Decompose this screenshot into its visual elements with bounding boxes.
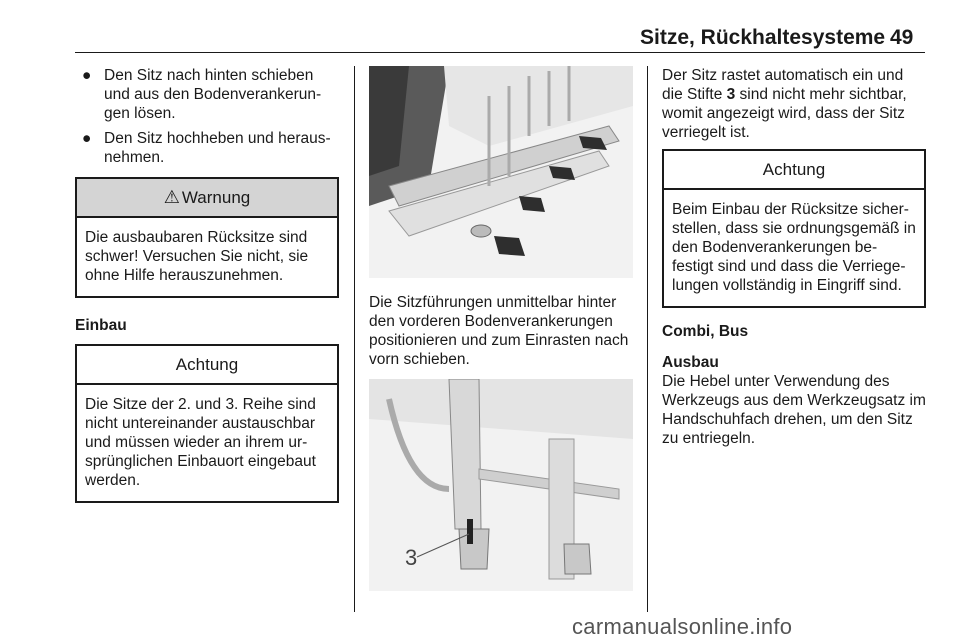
warning-box-header [77, 179, 337, 218]
column-right [662, 66, 926, 448]
callout-number: 3 [405, 545, 418, 570]
bullet-text: Den Sitz nach hinten schieben und aus den Bodenverankerun-gen lösen. [104, 67, 322, 122]
list-item [75, 66, 339, 123]
bullet-text: Den Sitz hochheben und heraus-nehmen. [104, 130, 331, 166]
caution-box [75, 344, 339, 503]
warning-box [75, 177, 339, 298]
warning-title: Warnung [181, 188, 251, 207]
caution-text-2: Beim Einbau der Rücksitze sicher-stellen, dass sie ordnungsgemäß in den Bodenverankerungen be-festigt sind und dass die Verriege-lungen vollständig in Eingriff sind. [672, 201, 916, 294]
lock-paragraph-text: Der Sitz rastet automatisch ein und die Stifte [662, 67, 904, 103]
instruction-paragraph: Die Sitzführungen unmittelbar hinter den vorderen Bodenverankerungen positionieren und zum Einrasten nach vorn schieben. [369, 294, 629, 368]
column-middle [369, 66, 633, 591]
column-divider-2 [647, 66, 648, 612]
caution-title-2: Achtung [664, 151, 924, 190]
watermark: carmanualsonline.info [572, 614, 793, 639]
warning-icon: ⚠ [163, 187, 180, 207]
seat-rails-illustration [369, 66, 633, 278]
column-left [75, 66, 339, 503]
lock-paragraph-text-2: sind nicht mehr sichtbar, womit angezeigt wird, dass der Sitz verriegelt ist. [662, 86, 907, 141]
warning-text: Die ausbaubaren Rücksitze sind schwer! Versuchen Sie nicht, sie ohne Hilfe herauszunehmen. [85, 229, 309, 284]
bullet-icon: ● [82, 67, 92, 84]
pin-reference: 3 [726, 86, 736, 103]
column-divider-1 [354, 66, 355, 612]
header-divider [75, 52, 925, 53]
caution-title: Achtung [77, 346, 337, 385]
page-title: Sitze, Rückhaltesysteme [640, 26, 886, 49]
page-number: 49 [890, 26, 914, 49]
bullet-icon: ● [82, 130, 92, 147]
caution-text: Die Sitze der 2. und 3. Reihe sind nicht untereinander austauschbar und müssen wieder an ihrem ur-sprünglichen Einbauort eingebaut werden. [85, 396, 316, 489]
section-heading-combi: Combi, Bus [662, 323, 749, 340]
seat-lock-pins-illustration [369, 379, 633, 591]
removal-paragraph: Die Hebel unter Verwendung des Werkzeugs aus dem Werkzeugsatz im Handschuhfach drehen, um den Sitz zu entriegeln. [662, 373, 926, 447]
list-item [75, 129, 339, 167]
lock-paragraph [662, 66, 926, 142]
caution-box-2 [662, 149, 926, 308]
subsection-heading-ausbau: Ausbau [662, 354, 719, 371]
section-heading-einbau: Einbau [75, 317, 127, 334]
